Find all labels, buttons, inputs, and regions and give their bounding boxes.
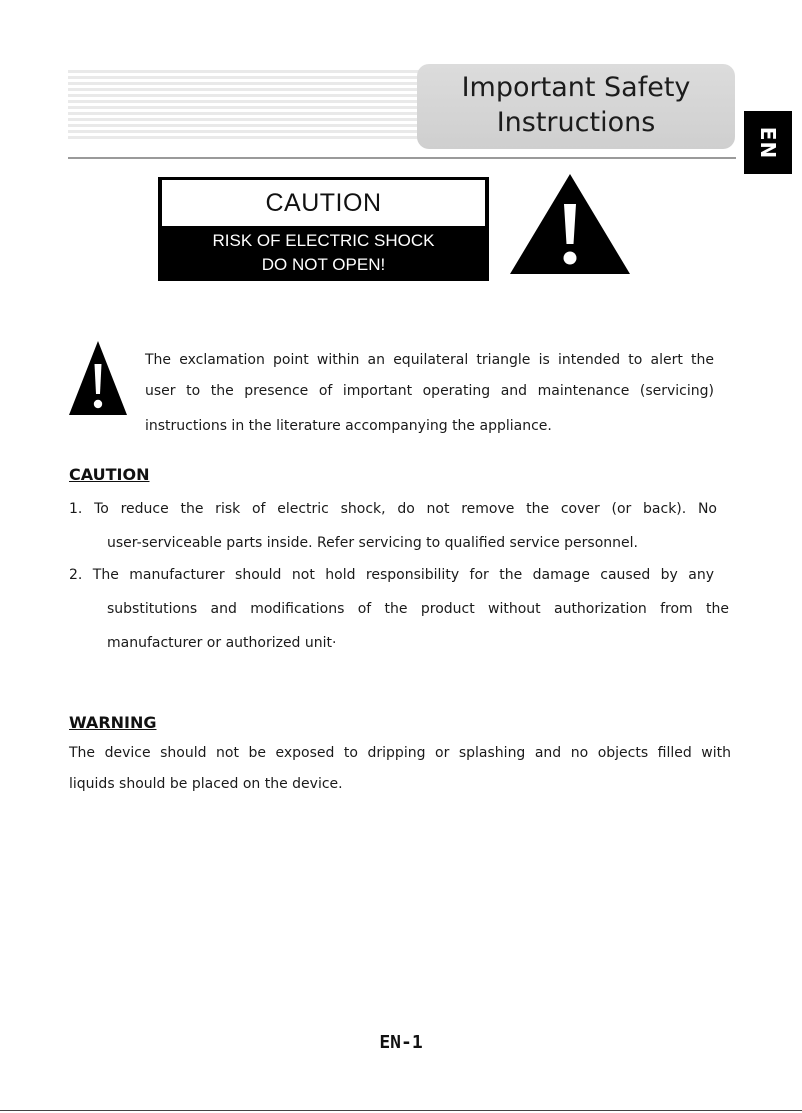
- caution-label-warning: [158, 229, 489, 277]
- caution-label: [158, 177, 489, 281]
- caution-item-1-line-1: 1. To reduce the risk of electric shock, do not remove the cover (or back). No: [69, 501, 717, 517]
- header-stripes: [68, 70, 428, 142]
- caution-item-2-line-3: manufacturer or authorized unit·: [107, 635, 337, 651]
- caution-heading: CAUTION: [69, 465, 150, 484]
- warning-heading: WARNING: [69, 713, 157, 732]
- page-title-line1: Important Safety: [461, 72, 691, 103]
- intro-line-1: The exclamation point within an equilateral triangle is intended to alert the: [145, 352, 714, 368]
- caution-label-line1: RISK OF ELECTRIC SHOCK: [212, 231, 435, 250]
- warning-line-1: The device should not be exposed to dripping or splashing and no objects filled with: [69, 745, 731, 761]
- caution-item-2-line-1: 2. The manufacturer should not hold responsibility for the damage caused by any: [69, 567, 714, 583]
- caution-label-title: CAUTION: [162, 180, 485, 226]
- page-title: [417, 70, 735, 140]
- warning-triangle-icon: [508, 172, 632, 276]
- caution-item-1-line-2: user-serviceable parts inside. Refer servicing to qualified service personnel.: [107, 535, 638, 551]
- language-tab-label: EN: [756, 126, 780, 159]
- exclamation-triangle-icon: [68, 340, 128, 416]
- intro-line-2: user to the presence of important operating and maintenance (servicing): [145, 383, 714, 399]
- caution-item-2-line-2: substitutions and modifications of the product without authorization from the: [107, 601, 729, 617]
- page-number: EN-1: [379, 1032, 423, 1053]
- page-bottom-edge: [0, 1110, 802, 1111]
- warning-line-2: liquids should be placed on the device.: [69, 776, 343, 792]
- page-title-line2: Instructions: [496, 107, 656, 138]
- language-tab: [744, 111, 792, 174]
- intro-line-3: instructions in the literature accompanying the appliance.: [145, 418, 552, 434]
- caution-label-line2: DO NOT OPEN!: [261, 255, 386, 274]
- header-divider: [68, 157, 736, 159]
